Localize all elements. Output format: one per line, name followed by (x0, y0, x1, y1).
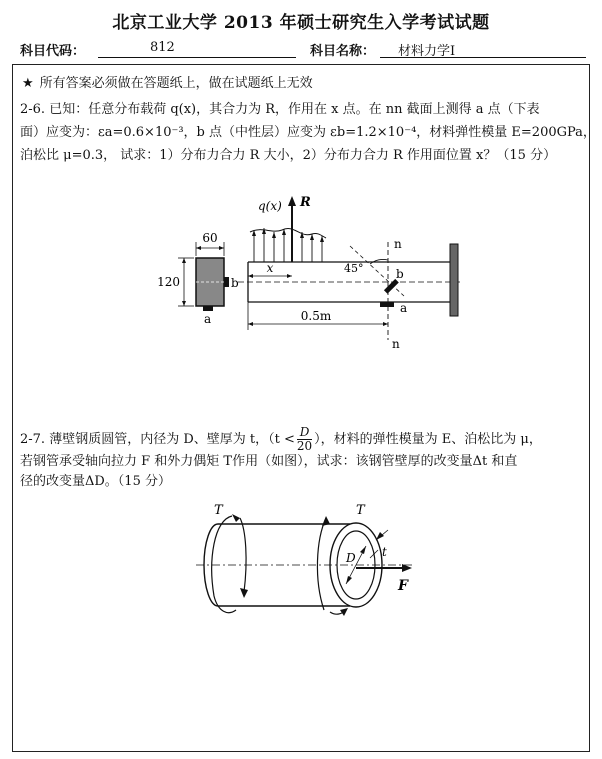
question-2-7-line-1b: ），材料的弹性模量为 E、泊松比为 μ， (314, 432, 542, 447)
question-2-6-line-1: 2-6. 已知：任意分布载荷 q(x)，其合力为 R，作用在 x 点。在 nn 截面上测得 a 点（下表 (20, 102, 540, 117)
question-2-6-line-2: 面）应变为：εa=0.6×10⁻³，b 点（中性层）应变为 εb=1.2×10⁻⁴，材料弹性模量 E=200GPa， (20, 125, 596, 140)
fraction-numerator: D (297, 426, 312, 440)
gauge-label-a: a (400, 301, 408, 315)
gauge-a-beam (380, 302, 394, 307)
section-label-a: a (204, 312, 212, 326)
question-2-7-line-1a: 2-7. 薄壁钢质圆管，内径为 D、壁厚为 t，（t < (20, 432, 295, 447)
dim-width-label: 60 (202, 231, 218, 245)
gauge-b-45 (384, 279, 399, 294)
subject-name-value: 材料力学I (398, 44, 456, 59)
fixed-wall (450, 244, 458, 316)
star-icon: ★ (22, 76, 34, 91)
beam (238, 244, 462, 316)
section-label-b: b (231, 276, 239, 290)
question-2-7-line-2: 若钢管承受轴向拉力 F 和外力偶矩 T作用（如图），试求：该钢管壁厚的改变量Δt 和直 (20, 454, 518, 469)
notice-text: 所有答案必须做在答题纸上，做在试题纸上无效 (39, 76, 313, 91)
subject-code-label: 科目代码： (20, 44, 86, 59)
subject-info-row (20, 40, 586, 60)
question-2-6-line-3: 泊松比 μ=0.3， 试求：1）分布力合力 R 大小，2）分布力合力 R 作用面位置 x？（15 分） (20, 148, 557, 163)
angle-label: 45° (344, 262, 364, 275)
fraction-d-over-20 (297, 426, 312, 453)
fraction-denominator: 20 (296, 439, 313, 453)
n-label-top: n (394, 237, 402, 251)
page-title: 北京工业大学 2013 年硕士研究生入学考试试题 (112, 13, 490, 33)
section-nn (344, 237, 407, 351)
diameter-label: D (346, 551, 356, 565)
gauge-a-section (203, 306, 213, 311)
resultant-label-R: R (300, 195, 311, 210)
length-label: 0.5m (300, 309, 332, 323)
dim-x-label: x (266, 261, 274, 275)
question-2-7-line-3: 径的改变量ΔD。（15 分） (20, 474, 171, 489)
distributed-load (248, 195, 326, 278)
gauge-label-b: b (396, 267, 404, 281)
cross-section-rect (196, 258, 224, 306)
gauge-b-section (224, 277, 229, 287)
figure-2-6-beam (0, 180, 602, 360)
subject-code-underline (98, 57, 296, 58)
dim-height-label: 120 (157, 275, 180, 289)
subject-code-value: 812 (150, 40, 175, 55)
exam-notice (22, 72, 313, 91)
cross-section (157, 231, 239, 326)
question-2-7-line-1 (20, 426, 542, 453)
load-label-q: q(x) (258, 199, 282, 213)
torque-left (212, 503, 248, 613)
subject-name-label: 科目名称： (310, 44, 376, 59)
figure-2-7-tube (0, 500, 602, 630)
torque-label-right: T (356, 503, 365, 518)
torque-label-left: T (214, 503, 223, 518)
exam-content-box (12, 64, 590, 752)
thickness-label: t (382, 545, 387, 559)
subject-name-underline (380, 57, 586, 58)
force-label-F: F (398, 578, 408, 594)
n-label-bottom: n (392, 337, 400, 351)
length-dimension (248, 302, 388, 330)
